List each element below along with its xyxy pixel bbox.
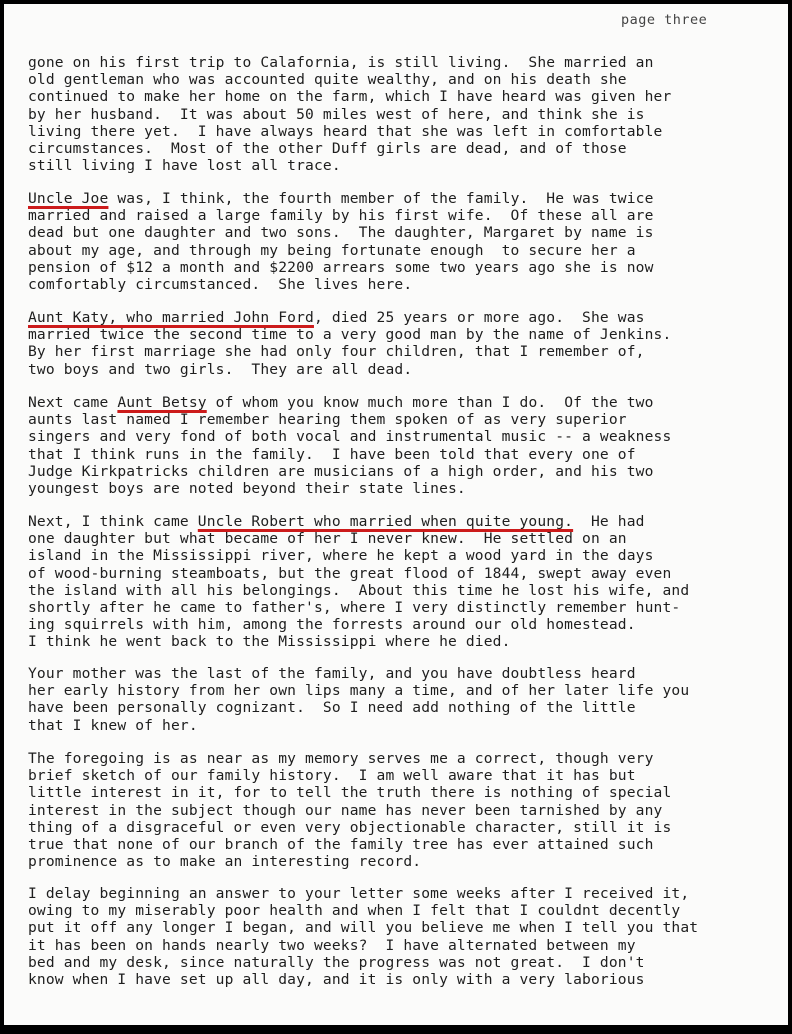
text-segment: married twice the second time to a very good man by the name of Jenkins. <box>28 326 672 344</box>
text-line <box>28 326 671 343</box>
text-line <box>28 530 689 547</box>
text-segment: owing to my miserably poor health and when I felt that I couldnt decently <box>28 902 681 920</box>
text-line <box>28 902 698 919</box>
paragraph-delay-in-answering <box>28 885 698 988</box>
text-segment: pension of $12 a month and $2200 arrears some two years ago she is now <box>28 258 654 276</box>
text-segment: it has been on hands nearly two weeks? I have alternated between my <box>28 936 636 954</box>
text-segment: the island with all his belongings. About this time he lost his wife, and <box>28 581 690 599</box>
text-line <box>28 276 654 293</box>
text-line <box>28 971 698 988</box>
text-segment: married and raised a large family by his first wife. Of these all are <box>28 207 654 225</box>
text-line <box>28 361 671 378</box>
text-segment: comfortably circumstanced. She lives here. <box>28 275 413 293</box>
text-line <box>28 428 671 445</box>
text-segment: true that none of our branch of the family tree has ever attained such <box>28 835 654 853</box>
text-segment: her early history from her own lips many a time, and of her later life you <box>28 682 690 700</box>
text-segment: Judge Kirkpatricks children are musicians of a high order, and his two <box>28 462 654 480</box>
text-line <box>28 106 671 123</box>
text-line <box>28 463 671 480</box>
text-segment: that I knew of her. <box>28 716 198 734</box>
text-line <box>28 937 698 954</box>
text-line <box>28 140 671 157</box>
text-line <box>28 599 689 616</box>
text-segment: , died 25 years or more ago. She was <box>313 309 645 326</box>
text-segment: of whom you know much more than I do. Of the two <box>206 394 654 411</box>
text-segment: I delay beginning an answer to your letter some weeks after I received it, <box>28 885 690 902</box>
text-segment: circumstances. Most of the other Duff girls are dead, and of those <box>28 139 627 157</box>
text-segment: I think he went back to the Mississippi where he died. <box>28 633 511 651</box>
text-line <box>28 954 698 971</box>
text-segment: singers and very fond of both vocal and instrumental music -- a weakness <box>28 428 672 446</box>
text-line <box>28 802 671 819</box>
text-line <box>28 513 689 530</box>
paragraph-uncle-joe <box>28 190 654 293</box>
text-segment: shortly after he came to father's, where I very distinctly remember hunt- <box>28 598 681 616</box>
text-segment: bed and my desk, since naturally the progress was not great. I don't <box>28 953 645 971</box>
text-segment: that I think runs in the family. I have been told that every one of <box>28 445 636 463</box>
text-segment: Next came <box>28 394 118 411</box>
text-line <box>28 123 671 140</box>
text-segment: old gentleman who was accounted quite wealthy, and on his death she <box>28 71 627 89</box>
text-line <box>28 717 689 734</box>
text-segment: put it off any longer I began, and will you believe me when I tell you that <box>28 919 699 937</box>
text-line <box>28 750 671 767</box>
text-segment: continued to make her home on the farm, which I have heard was given her <box>28 88 672 106</box>
text-line <box>28 309 671 326</box>
paragraph-family-history-summary <box>28 750 671 870</box>
text-line <box>28 582 689 599</box>
text-line <box>28 259 654 276</box>
text-line <box>28 682 689 699</box>
text-segment: He had <box>573 513 645 530</box>
text-segment: still living I have lost all trace. <box>28 157 341 175</box>
paragraph-your-mother <box>28 665 689 734</box>
text-line <box>28 885 698 902</box>
text-segment: one daughter but what became of her I never knew. He settled on an <box>28 530 627 548</box>
text-segment: of wood-burning steamboats, but the great flood of 1844, swept away even <box>28 564 672 582</box>
text-line <box>28 665 689 682</box>
text-line <box>28 88 671 105</box>
page-number-header: page three <box>621 12 708 28</box>
paragraph-aunt-katy <box>28 309 671 378</box>
text-segment: by her husband. It was about 50 miles west of here, and think she is <box>28 105 645 123</box>
text-segment: know when I have set up all day, and it is only with a very laborious <box>28 970 645 988</box>
text-segment: Next, I think came <box>28 513 198 530</box>
paragraph-uncle-robert <box>28 513 689 651</box>
text-segment: about my age, and through my being fortunate enough to secure her a <box>28 241 636 259</box>
underlined-name: Aunt Katy, who married John Ford <box>28 309 314 326</box>
text-segment: By her first marriage she had only four children, that I remember of, <box>28 343 645 361</box>
underlined-name: Uncle Robert who married when quite young. <box>197 513 574 530</box>
text-line <box>28 446 671 463</box>
text-segment: aunts last named I remember hearing them spoken of as very superior <box>28 411 627 429</box>
text-line <box>28 919 698 936</box>
text-segment: interest in the subject though our name has never been tarnished by any <box>28 801 663 819</box>
text-line <box>28 480 671 497</box>
text-line <box>28 71 671 88</box>
text-line <box>28 767 671 784</box>
text-segment: Your mother was the last of the family, and you have doubtless heard <box>28 665 636 682</box>
text-segment: dead but one daughter and two sons. The daughter, Margaret by name is <box>28 224 654 242</box>
text-line <box>28 819 671 836</box>
underlined-name: Uncle Joe <box>28 190 109 207</box>
text-line <box>28 343 671 360</box>
text-segment: two boys and two girls. They are all dead. <box>28 360 413 378</box>
text-segment: gone on his first trip to Calafornia, is still living. She married an <box>28 54 654 71</box>
text-line <box>28 616 689 633</box>
text-line <box>28 157 671 174</box>
text-line <box>28 784 671 801</box>
text-segment: ing squirrels with him, among the forrests around our old homestead. <box>28 616 636 634</box>
paragraph-aunt-betsy <box>28 394 671 497</box>
text-line <box>28 190 654 207</box>
text-segment: brief sketch of our family history. I am well aware that it has but <box>28 767 636 785</box>
text-line <box>28 853 671 870</box>
text-line <box>28 242 654 259</box>
text-line <box>28 54 671 71</box>
text-line <box>28 699 689 716</box>
text-segment: have been personally cognizant. So I need add nothing of the little <box>28 699 636 717</box>
text-segment: prominence as to make an interesting record. <box>28 853 422 871</box>
text-segment: thing of a disgraceful or even very objectionable character, still it is <box>28 818 672 836</box>
underlined-name: Aunt Betsy <box>117 394 207 411</box>
text-line <box>28 224 654 241</box>
text-segment: little interest in it, for to tell the truth there is nothing of special <box>28 784 672 802</box>
text-line <box>28 547 689 564</box>
text-segment: youngest boys are noted beyond their state lines. <box>28 479 466 497</box>
text-segment: living there yet. I have always heard that she was left in comfortable <box>28 122 663 140</box>
text-line <box>28 411 671 428</box>
text-segment: The foregoing is as near as my memory serves me a correct, though very <box>28 750 654 767</box>
text-line <box>28 394 671 411</box>
text-segment: was, I think, the fourth member of the family. He was twice <box>108 190 654 207</box>
text-line <box>28 565 689 582</box>
paragraph-duff-girls <box>28 54 671 174</box>
text-segment: island in the Mississippi river, where he kept a wood yard in the days <box>28 547 654 565</box>
text-line <box>28 836 671 853</box>
text-line <box>28 633 689 650</box>
text-line <box>28 207 654 224</box>
